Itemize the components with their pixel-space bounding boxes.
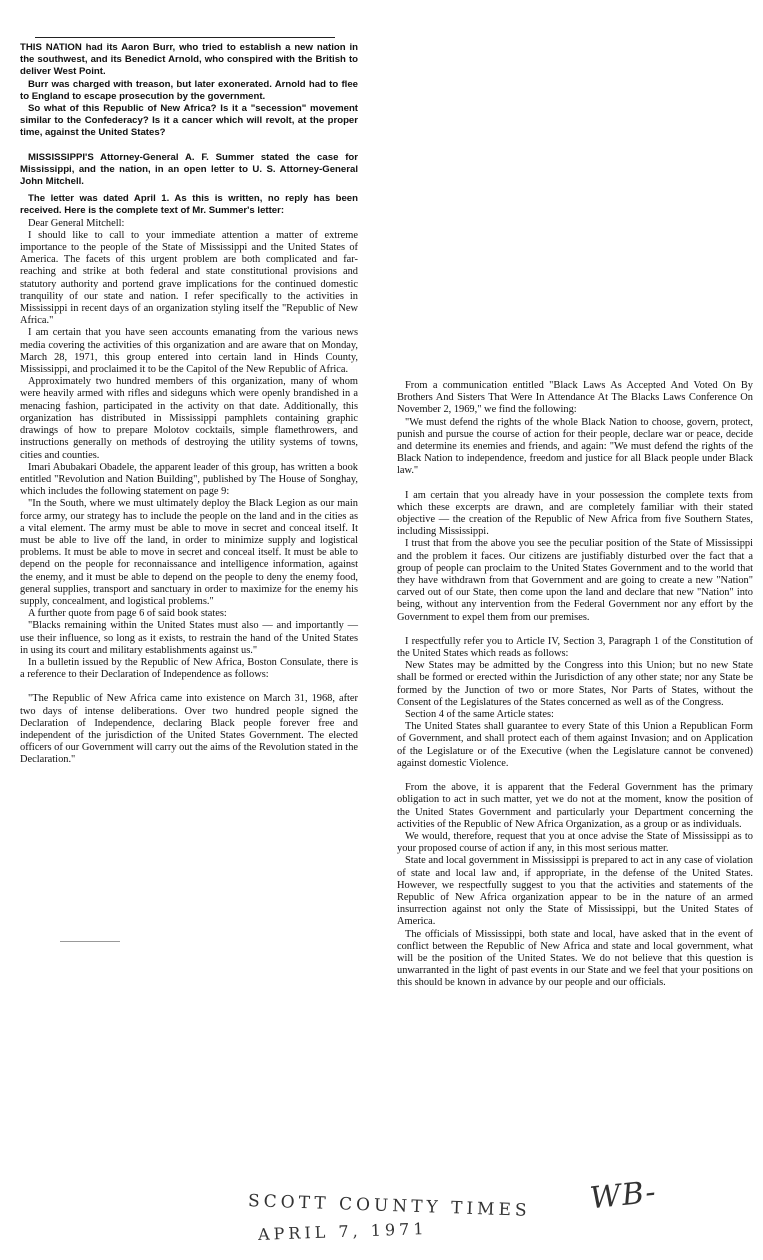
- column-end-rule: [60, 941, 120, 942]
- lead-paragraph-5: The letter was dated April 1. As this is written, no reply has been received. Here is the complete text of Mr. Summer's letter:: [20, 193, 358, 217]
- right-constitution-2: The United States shall guarantee to every State of this Union a Republican Form of Government, and shall protect each of them against Invasion; and on Application of the Legislature or of the Executive (when the Legislature cannot be convened) against domestic Violence.: [397, 721, 753, 769]
- letter-quote-2: "Blacks remaining within the United States must also — and importantly — use their influence, so long as it exists, to restrain the hand of the United States in using its court and military establishments against us.": [20, 620, 358, 656]
- letter-paragraph-1: I should like to call to your immediate attention a matter of extreme importance to the people of the State of Mississippi and the United States of America. The facets of this urgent problem are both complicated and far-reaching and strike at both federal and state constitutional provisions and statutory authority and portend grave implications for the continued domestic tranquility of our state and nation. I refer specifically to the activities in Mississippi in recent days of an organization styling itself the "Republic of New Africa.": [20, 229, 358, 327]
- letter-quote-1: "In the South, where we must ultimately deploy the Black Legion as our main force army, our strategy has to include the people on the land and in the cities as a vital element. The army must be able to move in secret and conceal itself. It must be able to live off the land, in order to minimize supply and logistical problems. It must be able to move in secret and conceal itself. It must be able to depend on the people for reconnaissance and intelligence information, against the enemy, and it must be able to depend on the people to deny the enemy food, general supplies, transport and sanctuary in order to maximize for the enemy his supply, concealment, and logistical problems.": [20, 498, 358, 607]
- right-paragraph-6: From the above, it is apparent that the Federal Government has the primary obligation to act in such matter, yet we do not at the moment, know the position of the United States Government and particularly your Department concerning the activities of the Republic of New Africa Organization, as a group or as individuals.: [397, 782, 753, 830]
- lead-paragraph-2: Burr was charged with treason, but later exonerated. Arnold had to flee to England to escape prosecution by the government.: [20, 78, 358, 102]
- top-rule: [35, 37, 335, 38]
- lead-section: [20, 42, 358, 218]
- right-paragraph-3: I trust that from the above you see the peculiar position of the State of Mississippi and the problem it faces. Our citizens are justifiably disturbed over the fact that a group of people can proclaim to the United States Government and to the world that they have withdrawn from that Government and are going to create a new "Nation" carved out of our State, then come upon the land and declare that new "Nation" into being, without any intervention from the Federal Government nor any effort by the Government to expel them from our premises.: [397, 538, 753, 623]
- lead-paragraph-3: So what of this Republic of New Africa? Is it a "secession" movement similar to the Confederacy? Is it a cancer which will revolt, at the proper time, against the United States?: [20, 103, 358, 139]
- handwritten-initials: WB-: [588, 1174, 659, 1217]
- letter-salutation: Dear General Mitchell:: [28, 217, 125, 229]
- handwritten-newspaper-name: SCOTT COUNTY TIMES: [247, 1191, 531, 1221]
- right-paragraph-7: We would, therefore, request that you at once advise the State of Mississippi as to your proposed course of action if any, in this most serious matter.: [397, 830, 753, 855]
- right-constitution-1: New States may be admitted by the Congress into this Union; but no new State shall be formed or erected within the Jurisdiction of any other state; nor any State be formed by the Junction of two or more States, Nor Parts of States, without the Consent of the Legislatures of the States concerned as well as of the Congress.: [397, 660, 753, 708]
- right-paragraph-8: State and local government in Mississippi is prepared to act in any case of violation of state and local law and, if appropriate, in the defense of the United States. However, we respectfully suggest to you that the activities and statements of the Republic of New Africa organization appear to be in the nature of an armed insurrection against not only the State of Mississippi, but the United States of America.: [397, 855, 753, 928]
- letter-quote-3: "The Republic of New Africa came into existence on March 31, 1968, after two days of intense deliberations. Over two hundred people signed the Declaration of Independence, declaring Black people forever free and independent of the jurisdiction of the United States Government. The elected officers of our Government will carry out the aims of the Revolution stated in the Declaration.": [20, 693, 358, 766]
- right-column: [397, 380, 753, 990]
- letter-paragraph-6: In a bulletin issued by the Republic of New Africa, Boston Consulate, there is a reference to their Declaration of Independence as follows:: [20, 656, 358, 681]
- letter-paragraph-4: Imari Abubakari Obadele, the apparent leader of this group, has written a book entitled "Revolution and Nation Building", published by The House of Songhay, which includes the following statement on page 9:: [20, 461, 358, 498]
- right-paragraph-9: The officials of Mississippi, both state and local, have asked that in the event of conflict between the Republic of New Africa and state and local government, what will be the position of the United States. We do not believe that this question is unwarranted in the light of past events in our State and we feel that your positions on this should be known in advance by our people and our officials.: [397, 928, 753, 989]
- lead-paragraph-1: THIS NATION had its Aaron Burr, who tried to establish a new nation in the southwest, and its Benedict Arnold, who conspired with the British to deliver West Point.: [20, 42, 358, 78]
- right-paragraph-5: Section 4 of the same Article states:: [405, 709, 554, 721]
- letter-paragraph-5: A further quote from page 6 of said book states:: [28, 608, 227, 620]
- right-paragraph-4: I respectfully refer you to Article IV, Section 3, Paragraph 1 of the Constitution of the United States which reads as follows:: [397, 635, 753, 660]
- letter-paragraph-2: I am certain that you have seen accounts emanating from the various news media covering the activities of this organization and are aware that on Monday, March 28, 1971, this group entered into certain land in Hinds County, Mississippi, and proclaimed it to be the Capitol of the New Republic of Africa.: [20, 327, 358, 376]
- lead-paragraph-4: MISSISSIPPI'S Attorney-General A. F. Summer stated the case for Mississippi, and the nation, in an open letter to U. S. Attorney-General John Mitchell.: [20, 151, 358, 188]
- handwritten-date: APRIL 7, 1971: [257, 1219, 428, 1244]
- right-paragraph-2: I am certain that you already have in your possession the complete texts from which these excerpts are drawn, and are completely familiar with their stated objective — the creation of the Republic of New Africa from five Southern States, including Mississippi.: [397, 489, 753, 538]
- right-paragraph-1: From a communication entitled "Black Laws As Accepted And Voted On By Brothers And Sisters That Were In Attendance At The Blacks Laws Conference On November 2, 1969," we find the following:: [397, 380, 753, 416]
- right-quote-1: "We must defend the rights of the whole Black Nation to choose, govern, protect, punish and pursue the course of action for their people, declare war or peace, decide and determine its enemies and friends, and again: "We must defend the rights of the Black Nation to independence, freedom and justice for all Black people under Black law.": [397, 416, 753, 477]
- letter-paragraph-3: Approximately two hundred members of this organization, many of whom were heavily armed with rifles and sideguns which were openly brandished in a menacing fashion, participated in the activity on that date. Additionally, this organization has distributed in Mississippi pamphlets containing graphic drawings of how to prepare Molotov cocktails, simple flamethrowers, and instructions generally on methods of destroying the utility systems of towns, cities and counties.: [20, 376, 358, 461]
- left-column: [20, 42, 358, 767]
